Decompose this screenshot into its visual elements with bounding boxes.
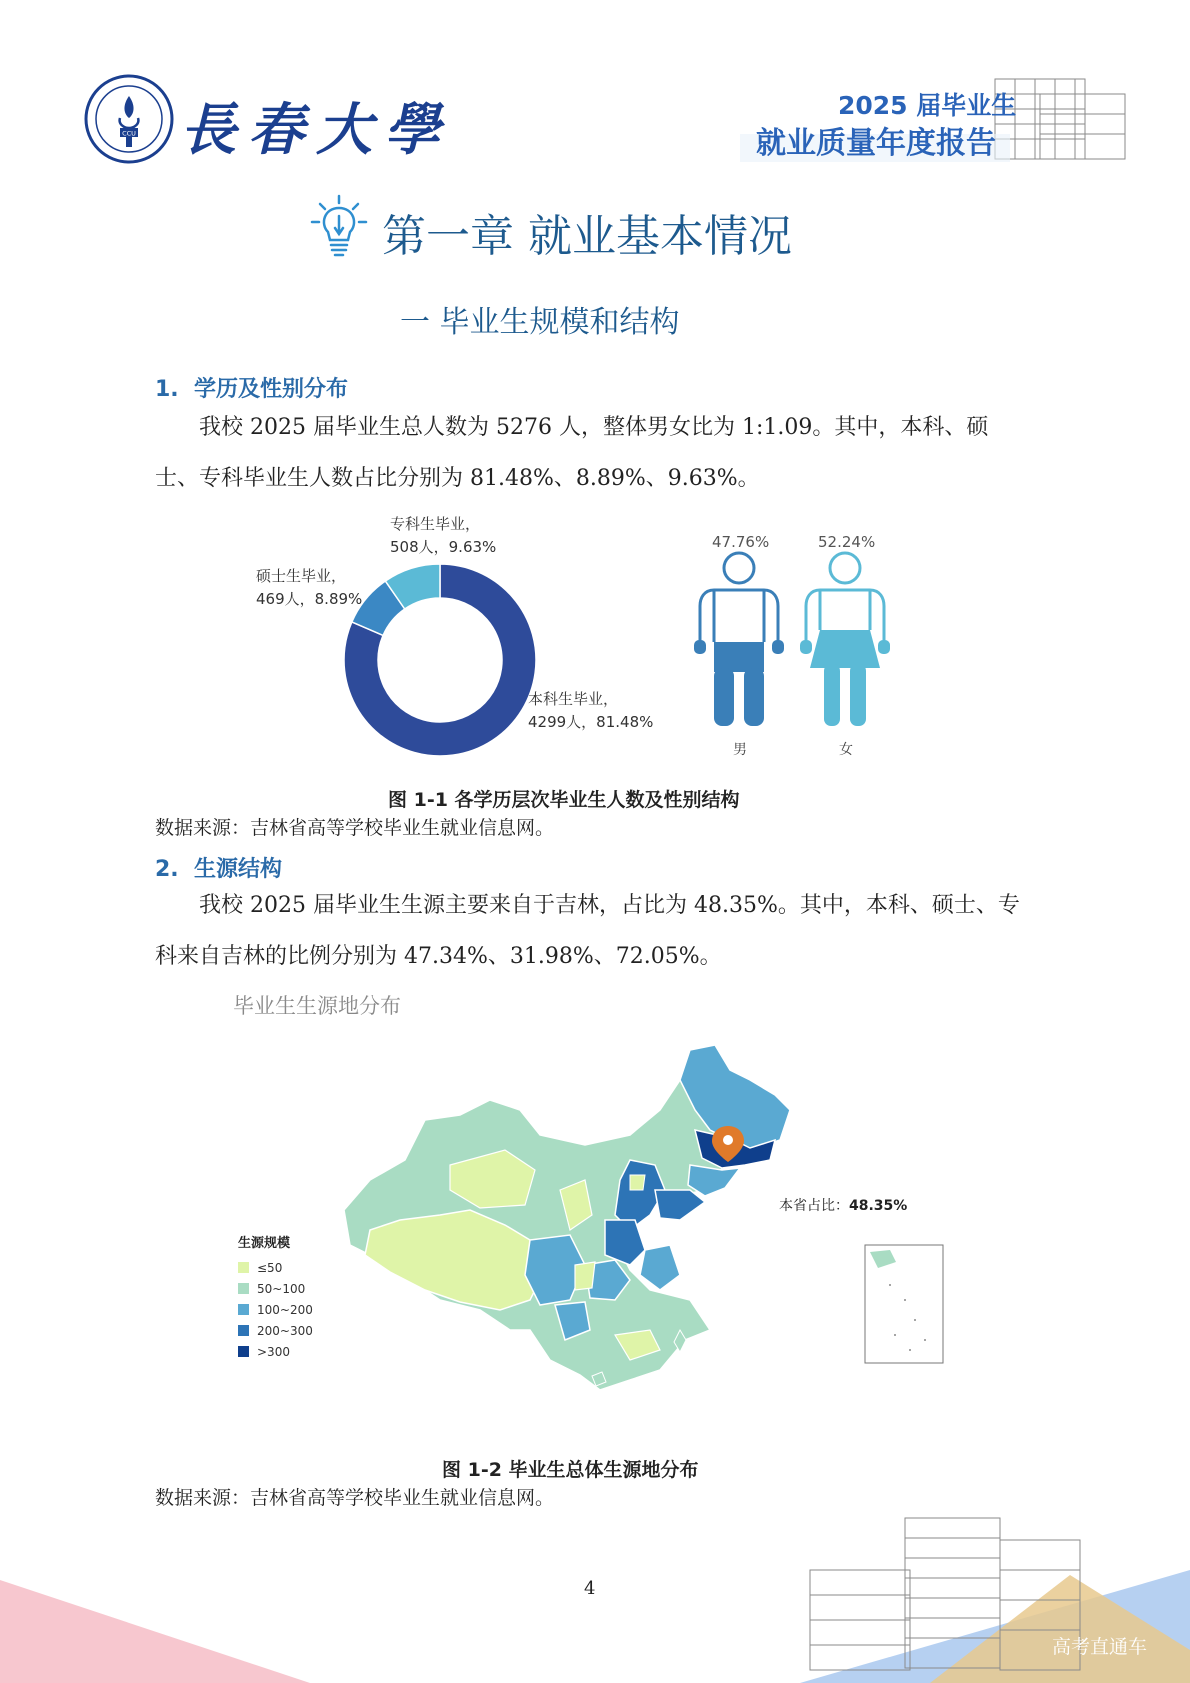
map-region-beijing xyxy=(630,1175,645,1190)
subsection-heading-1 xyxy=(155,372,348,403)
donut-label-line: 本科生毕业， xyxy=(528,690,619,708)
legend-row xyxy=(238,1341,338,1362)
province-share-value: 48.35% xyxy=(849,1198,908,1214)
donut-label-line: 硕士生毕业， xyxy=(256,567,347,585)
map-region-chongqing xyxy=(575,1262,595,1290)
female-label: 女 xyxy=(839,742,853,758)
svg-text:CCU: CCU xyxy=(122,129,136,138)
legend-row xyxy=(238,1299,338,1320)
data-source-2: 数据来源：吉林省高等学校毕业生就业信息网。 xyxy=(155,1487,555,1509)
female-percent-label: 52.24% xyxy=(818,533,876,551)
education-donut-chart xyxy=(330,550,550,770)
subsection-heading-2 xyxy=(155,852,282,883)
legend-swatch xyxy=(238,1304,249,1315)
university-name-logo: 長春大學 xyxy=(180,97,452,163)
pink-corner-shape xyxy=(0,1580,310,1683)
university-seal-logo xyxy=(84,74,174,164)
section-title: 一 毕业生规模和结构 xyxy=(400,305,680,340)
female-pictogram xyxy=(798,550,893,730)
donut-label-line: 508人，9.63% xyxy=(390,538,497,556)
figure-caption-1: 图 1-1 各学历层次毕业生人数及性别结构 xyxy=(388,789,740,811)
map-region-anhui xyxy=(640,1245,680,1290)
donut-label-line: 4299人，81.48% xyxy=(528,713,654,731)
chapter-title: 第一章 就业基本情况 xyxy=(382,211,792,262)
map-title: 毕业生生源地分布 xyxy=(233,994,401,1018)
map-legend xyxy=(238,1232,338,1392)
page-number: 4 xyxy=(584,1578,596,1599)
subsection-title: 学历及性别分布 xyxy=(194,377,349,402)
watermark-text: 高考直通车 xyxy=(1052,1636,1148,1658)
legend-row xyxy=(238,1278,338,1299)
donut-label-line: 专科生毕业， xyxy=(390,515,481,533)
legend-label: 200~300 xyxy=(257,1323,313,1338)
donut-label-line: 469人，8.89% xyxy=(256,590,363,608)
origin-choropleth-map xyxy=(330,1040,950,1430)
subsection-number: 2. xyxy=(155,857,179,882)
male-label: 男 xyxy=(733,742,747,758)
male-pictogram xyxy=(692,550,787,730)
donut-label-bachelor xyxy=(528,688,653,734)
male-percent-label: 47.76% xyxy=(712,533,770,551)
legend-swatch xyxy=(238,1262,249,1273)
legend-label: 50~100 xyxy=(257,1281,306,1296)
legend-swatch xyxy=(238,1346,249,1357)
donut-label-master xyxy=(256,565,362,611)
legend-row xyxy=(238,1320,338,1341)
report-year: 2025 届毕业生 xyxy=(838,91,1017,120)
subsection-title: 生源结构 xyxy=(194,857,283,882)
map-region-shandong xyxy=(655,1190,705,1220)
legend-label: 100~200 xyxy=(257,1302,313,1317)
legend-row xyxy=(238,1257,338,1278)
legend-title: 生源规模 xyxy=(238,1236,291,1251)
legend-label: >300 xyxy=(257,1344,290,1359)
data-source-1: 数据来源：吉林省高等学校毕业生就业信息网。 xyxy=(155,817,555,839)
legend-swatch xyxy=(238,1325,249,1336)
province-label-text: 本省占比： xyxy=(779,1198,849,1214)
report-title: 就业质量年度报告 xyxy=(756,126,996,161)
legend-label: ≤50 xyxy=(257,1260,283,1275)
legend-swatch xyxy=(238,1283,249,1294)
donut-label-vocational xyxy=(390,513,496,559)
paragraph-origin-structure: 我校 2025 届毕业生生源主要来自于吉林，占比为 48.35%。其中，本科、硕士、专科来自吉林的比例分别为 47.34%、31.98%、72.05%。 xyxy=(155,893,1020,969)
lightbulb-icon xyxy=(308,194,370,260)
paragraph-education-gender: 我校 2025 届毕业生总人数为 5276 人，整体男女比为 1:1.09。其中，本科、硕士、专科毕业生人数占比分别为 81.48%、8.89%、9.63%。 xyxy=(155,415,989,491)
home-province-share-label xyxy=(779,1195,907,1215)
subsection-number: 1. xyxy=(155,377,179,402)
figure-caption-2: 图 1-2 毕业生总体生源地分布 xyxy=(442,1459,699,1481)
